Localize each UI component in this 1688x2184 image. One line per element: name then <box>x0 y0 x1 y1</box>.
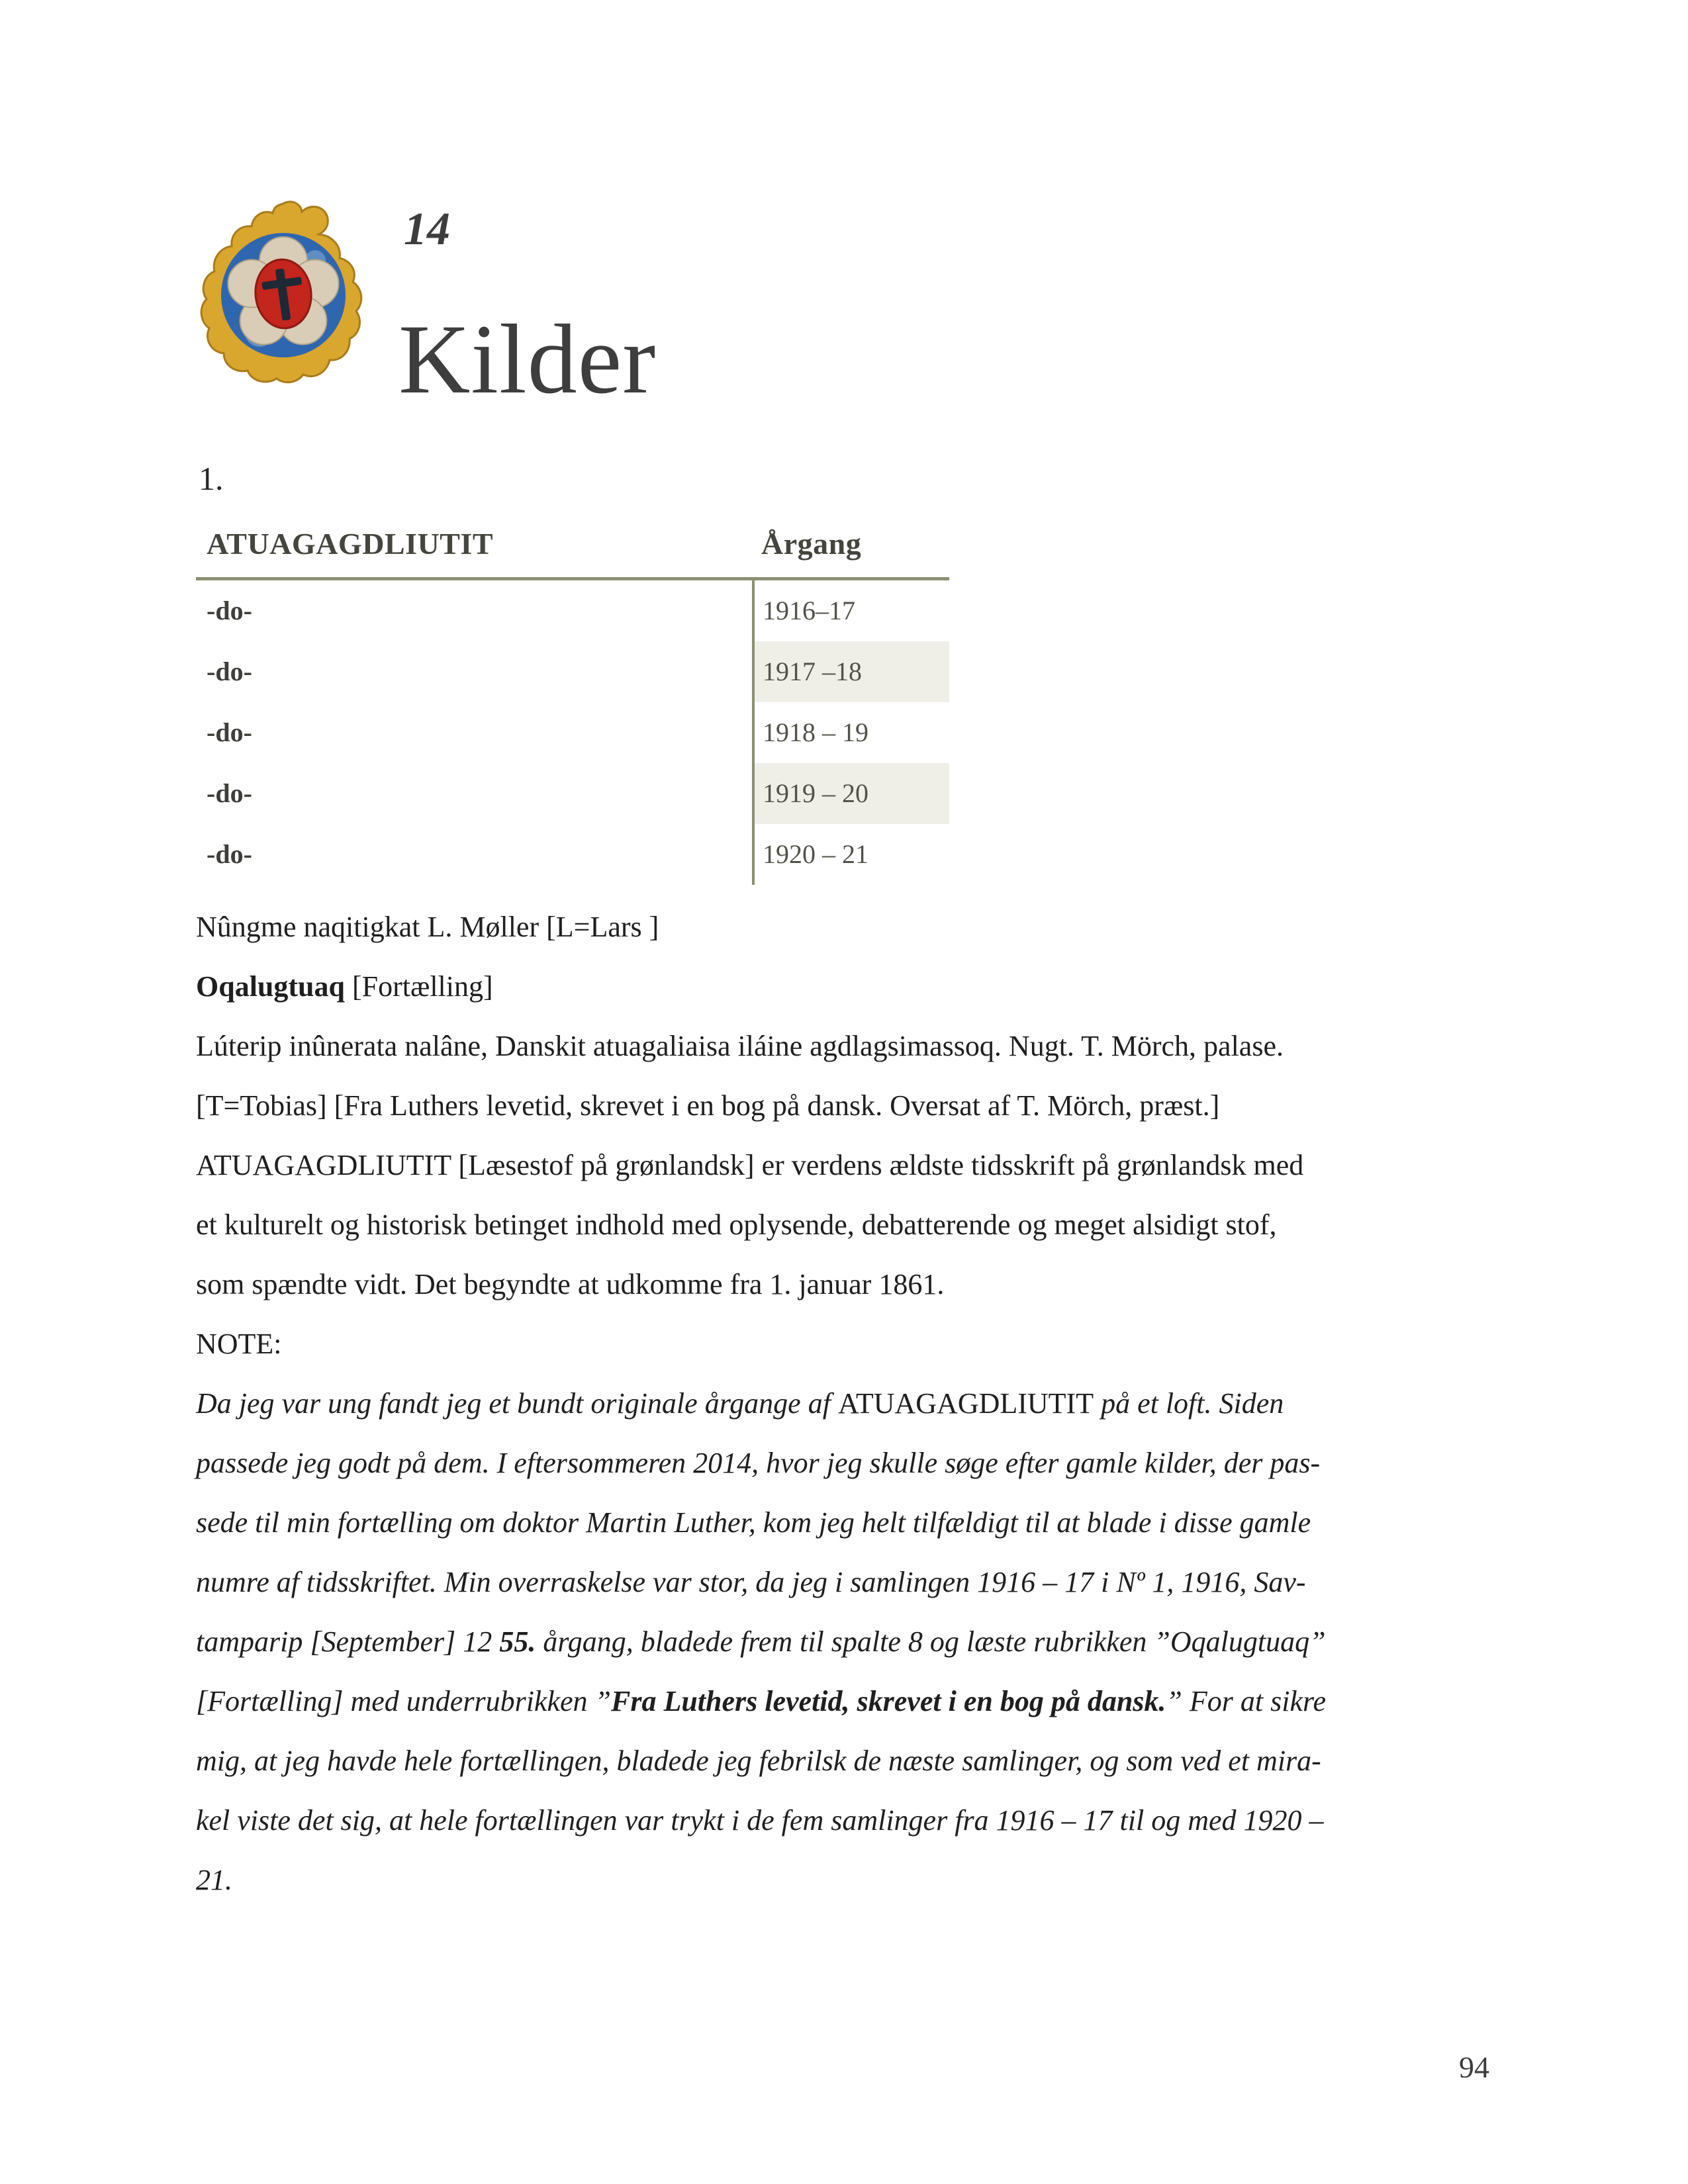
text-segment: kel viste det sig, at hele fortællingen var trykt i de fem samlinger fra 1916 – 17 til og med 1920 – <box>196 1804 1324 1837</box>
table-row <box>196 824 949 885</box>
text-segment: tamparip [September] 12 <box>196 1625 500 1658</box>
list-item-number: 1. <box>199 460 224 497</box>
text-line <box>196 1672 1513 1731</box>
text-segment: på et loft. Siden <box>1094 1387 1284 1420</box>
argang-cell: 1919 – 20 <box>752 763 949 824</box>
text-segment: [T=Tobias] [Fra Luthers levetid, skrevet i en bog på dansk. Oversat af T. Mörch, præst.] <box>196 1089 1220 1122</box>
source-cell: -do- <box>207 717 252 747</box>
page-title: Kilder <box>399 304 657 414</box>
sources-table <box>196 520 949 885</box>
text-segment: ATUAGAGDLIUTIT [Læsestof på grønlandsk] er verdens ældste tidsskrift på grønlandsk med <box>196 1149 1304 1181</box>
column-header-argang: Årgang <box>761 527 862 561</box>
text-segment: 21. <box>196 1864 232 1896</box>
text-segment: et kulturelt og historisk betinget indhold med oplysende, debatterende og meget alsidigt stof, <box>196 1208 1277 1241</box>
table-row <box>196 580 949 641</box>
text-segment: [Fortælling] med underrubrikken ” <box>196 1685 611 1717</box>
text-line <box>196 1791 1513 1850</box>
text-segment: som spændte vidt. Det begyndte at udkomme fra 1. januar 1861. <box>196 1268 945 1300</box>
text-line <box>196 897 1513 957</box>
column-header-atuagagdliutit: ATUAGAGDLIUTIT <box>207 527 493 561</box>
table-row <box>196 763 949 824</box>
text-segment: ” For at sikre <box>1166 1685 1327 1717</box>
text-segment: [Fortælling] <box>344 970 493 1003</box>
text-segment: Da jeg var ung fandt jeg et bundt originale årgange af <box>196 1387 838 1420</box>
table-header-row <box>196 520 949 577</box>
text-line <box>196 1553 1513 1612</box>
text-segment: Lúterip inûnerata nalâne, Danskit atuagaliaisa iláine agdlagsimassoq. Nugt. T. Mörch, palase. <box>196 1030 1284 1062</box>
argang-cell: 1918 – 19 <box>752 702 949 763</box>
source-cell: -do- <box>207 657 252 686</box>
text-segment: numre af tidsskriftet. Min overraskelse var stor, da jeg i samlingen 1916 – 17 i Nº 1, 1916, Sav- <box>196 1566 1306 1598</box>
argang-cell: 1917 –18 <box>752 641 949 702</box>
body-text <box>196 897 1513 1910</box>
text-segment: ATUAGAGDLIUTIT <box>837 1387 1094 1420</box>
text-line <box>196 1255 1513 1314</box>
table-body <box>196 580 949 885</box>
text-line <box>196 1731 1513 1791</box>
text-line <box>196 1374 1513 1433</box>
source-cell: -do- <box>207 839 252 869</box>
text-line <box>196 957 1513 1017</box>
text-segment: Oqalugtuaq <box>196 970 345 1003</box>
text-segment: 55. <box>499 1625 536 1658</box>
text-line <box>196 1314 1513 1374</box>
text-segment: passede jeg godt på dem. I eftersommeren 2014, hvor jeg skulle søge efter gamle kilder, der pas- <box>196 1447 1321 1479</box>
text-line <box>196 1850 1513 1910</box>
text-line <box>196 1195 1513 1255</box>
table-row <box>196 702 949 763</box>
argang-cell: 1916–17 <box>752 580 949 641</box>
source-cell: -do- <box>207 596 252 625</box>
text-line <box>196 1493 1513 1553</box>
argang-cell: 1920 – 21 <box>752 824 949 885</box>
text-segment: Fra Luthers levetid, skrevet i en bog på dansk. <box>610 1685 1166 1717</box>
text-line <box>196 1433 1513 1493</box>
text-segment: NOTE: <box>196 1328 282 1360</box>
chapter-number: 14 <box>404 204 450 255</box>
page-number: 94 <box>1459 2050 1489 2084</box>
table-row <box>196 641 949 702</box>
text-segment: sede til min fortælling om doktor Martin Luther, kom jeg helt tilfældigt til at blade i disse gamle <box>196 1506 1311 1539</box>
text-line <box>196 1612 1513 1672</box>
text-segment: årgang, bladede frem til spalte 8 og læste rubrikken ”Oqalugtuaq” <box>536 1625 1326 1658</box>
text-line <box>196 1136 1513 1195</box>
text-line <box>196 1076 1513 1136</box>
source-cell: -do- <box>207 778 252 808</box>
text-segment: mig, at jeg havde hele fortællingen, bladede jeg febrilsk de næste samlinger, og som ved et mira- <box>196 1745 1321 1777</box>
text-line <box>196 1017 1513 1076</box>
text-segment: Nûngme naqitigkat L. Møller [L=Lars ] <box>196 911 659 943</box>
luther-rose-crest-image <box>197 200 372 384</box>
